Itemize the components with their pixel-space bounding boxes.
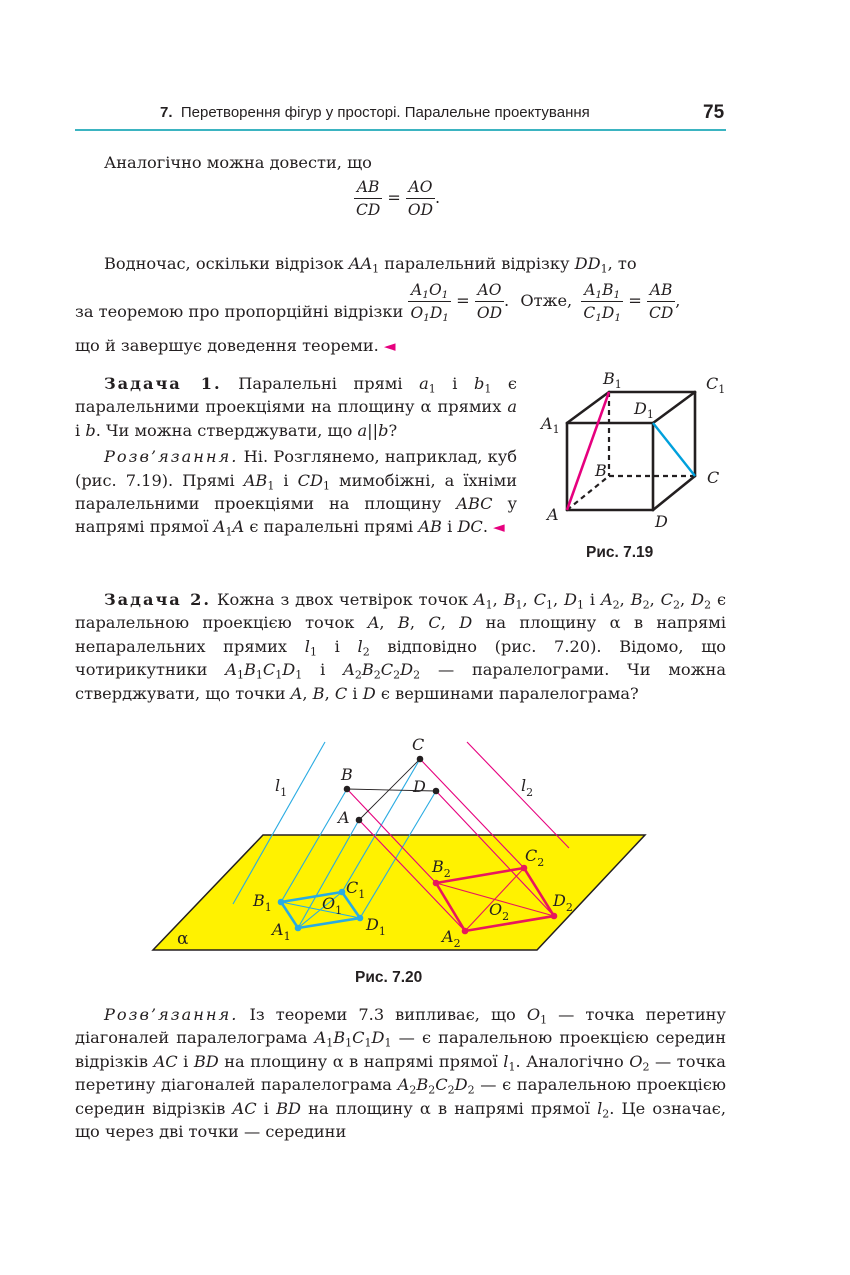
line-cd1 <box>653 423 695 476</box>
fraction-a1b1-c1d1: $\frac{A_1B_1}{C_1D_1}$ <box>583 281 622 325</box>
fraction-ab-cd: $\frac{AB}{CD}$ <box>648 281 674 322</box>
label-o1: $O_1$ <box>322 894 343 917</box>
figure-7-20-caption: Рис. 7.20 <box>355 969 423 986</box>
chapter-number: 7. <box>160 104 173 121</box>
cube-edge <box>653 476 695 510</box>
solution2-label: Розв’язання. <box>104 1005 239 1024</box>
point-c <box>417 756 424 763</box>
intro-text: Аналогічно можна довести, що <box>104 153 372 172</box>
fraction: $\frac{AB}{CD}$ <box>356 178 381 219</box>
label-o2: $O_2$ <box>489 900 510 923</box>
figure-7-19-cube <box>535 362 735 532</box>
running-header <box>160 104 590 121</box>
chapter-title: Перетворення фігур у просторі. Паралельне проектування <box>180 104 590 121</box>
para-parallel-line3: що й завершує доведення теореми. ◄ <box>75 336 396 355</box>
task2-block <box>75 588 726 705</box>
label-d: D <box>413 777 426 796</box>
point-d1 <box>357 915 364 922</box>
end-of-solution-icon: ◄ <box>493 518 505 537</box>
task1-label: Задача 1. <box>104 374 222 393</box>
fraction-a1o1-o1d1: $\frac{A_1O_1}{O_1D_1}$ <box>410 281 449 325</box>
task1-solution: Розв’язання. Ні. Розглянемо, наприклад, куб (рис. 7.19). Прямі $AB_1$ і $CD_1$ мимобіжні, а їхніми паралельними проекціями на площину ABC у напрямі прямої $A_1A$ є паралельні прямі AB і DC. ◄ <box>75 447 517 539</box>
label-c: C <box>412 735 425 754</box>
page-number: 75 <box>703 102 725 123</box>
label-a: A <box>338 808 350 827</box>
point-d <box>433 788 440 795</box>
fraction-ao-od: $\frac{AO}{OD}$ <box>476 281 503 322</box>
label-b1: $B_1$ <box>603 369 622 391</box>
label-d1: $D_1$ <box>366 915 386 938</box>
label-c1: $C_1$ <box>346 878 366 901</box>
label-l2: $l_2$ <box>521 776 534 799</box>
label-b: B <box>341 765 353 784</box>
label-c1: $C_1$ <box>706 374 726 396</box>
header-rule <box>75 129 726 131</box>
solution-label: Розв’язання. <box>104 447 239 467</box>
label-b1: $B_1$ <box>253 891 272 914</box>
task2-label: Задача 2. <box>104 590 212 609</box>
solution2-block <box>75 1003 726 1143</box>
label-b2: $B_2$ <box>432 857 451 880</box>
label-l1: $l_1$ <box>275 776 288 799</box>
label-d1: $D_1$ <box>634 399 654 421</box>
label-a: A <box>547 505 559 524</box>
formula-ab-cd: $\frac{AB}{CD}$ = $\frac{AO}{OD}$ . <box>356 178 441 219</box>
task1-block <box>75 372 517 540</box>
label-b: B <box>595 461 607 480</box>
point-c2 <box>521 865 528 872</box>
point-b1 <box>278 899 285 906</box>
label-a1: $A_1$ <box>541 414 560 436</box>
label-a2: $A_2$ <box>442 927 461 950</box>
task1-text: Задача 1. Паралельні прямі $a_1$ і $b_1$ є паралельними проекціями на площину α прямих a і b. Чи можна стверджувати, що a||b? <box>75 374 517 440</box>
line-l2 <box>467 742 569 848</box>
point-d2 <box>551 913 558 920</box>
label-d2: $D_2$ <box>553 891 573 914</box>
point-a1 <box>295 925 302 932</box>
label-c: C <box>707 468 720 487</box>
point-b <box>344 786 351 793</box>
fraction: $\frac{AO}{OD}$ <box>407 178 434 219</box>
solution2-text: Розв’язання. Із теореми 7.3 випливає, що $O_1$ — точка перетину діагоналей паралелограма $A_1B_1C_1D_1$ — є паралельною проекцією середин відрізків AC і BD на площину α в напрямі прямої $l_1$. Аналогічно $O_2$ — точка перетину діагоналей паралелограма $A_2B_2C_2D_2$ — є паралельною проекцією середин відрізків AC і BD на площину α в напрямі прямої $l_2$. Це означає, що через дві точки — середини <box>75 1005 726 1142</box>
para-parallel-line1: Водночас, оскільки відрізок $AA_1$ паралельний відрізку $DD_1$, то <box>104 254 637 276</box>
point-a <box>356 817 363 824</box>
task2-text: Задача 2. Кожна з двох четвірок точок $A_1$, $B_1$, $C_1$, $D_1$ і $A_2$, $B_2$, $C_2$, $D_2$ є паралельною проекцією точок A, B, C, D на площину α в напрямі непаралельних прямих $l_1$ і $l_2$ відповідно (рис. 7.20). Відомо, що чотирикутники $A_1B_1C_1D_1$ і $A_2B_2C_2D_2$ — паралелограми. Чи можна стверджувати, що точки A, B, C і D є вершинами паралелограма? <box>75 590 727 703</box>
para-parallel-line2: за теоремою про пропорційні відрізки $\frac{A_1O_1}{O_1D_1}$ = $\frac{AO}{OD}$ . Отже, $\frac{A_1B_1}{C_1D_1}$ = $\frac{AB}{CD}$ , <box>75 281 681 325</box>
plane-alpha-label: α <box>177 929 189 949</box>
point-a2 <box>462 928 469 935</box>
point-b2 <box>433 880 440 887</box>
figure-7-19-caption: Рис. 7.19 <box>586 544 654 561</box>
end-of-proof-icon: ◄ <box>384 337 396 355</box>
label-d: D <box>655 512 668 531</box>
label-c2: $C_2$ <box>525 846 545 869</box>
cube-edge <box>653 392 695 423</box>
point-c1 <box>339 889 346 896</box>
figure-7-20 <box>145 728 655 958</box>
label-a1: $A_1$ <box>272 920 291 943</box>
